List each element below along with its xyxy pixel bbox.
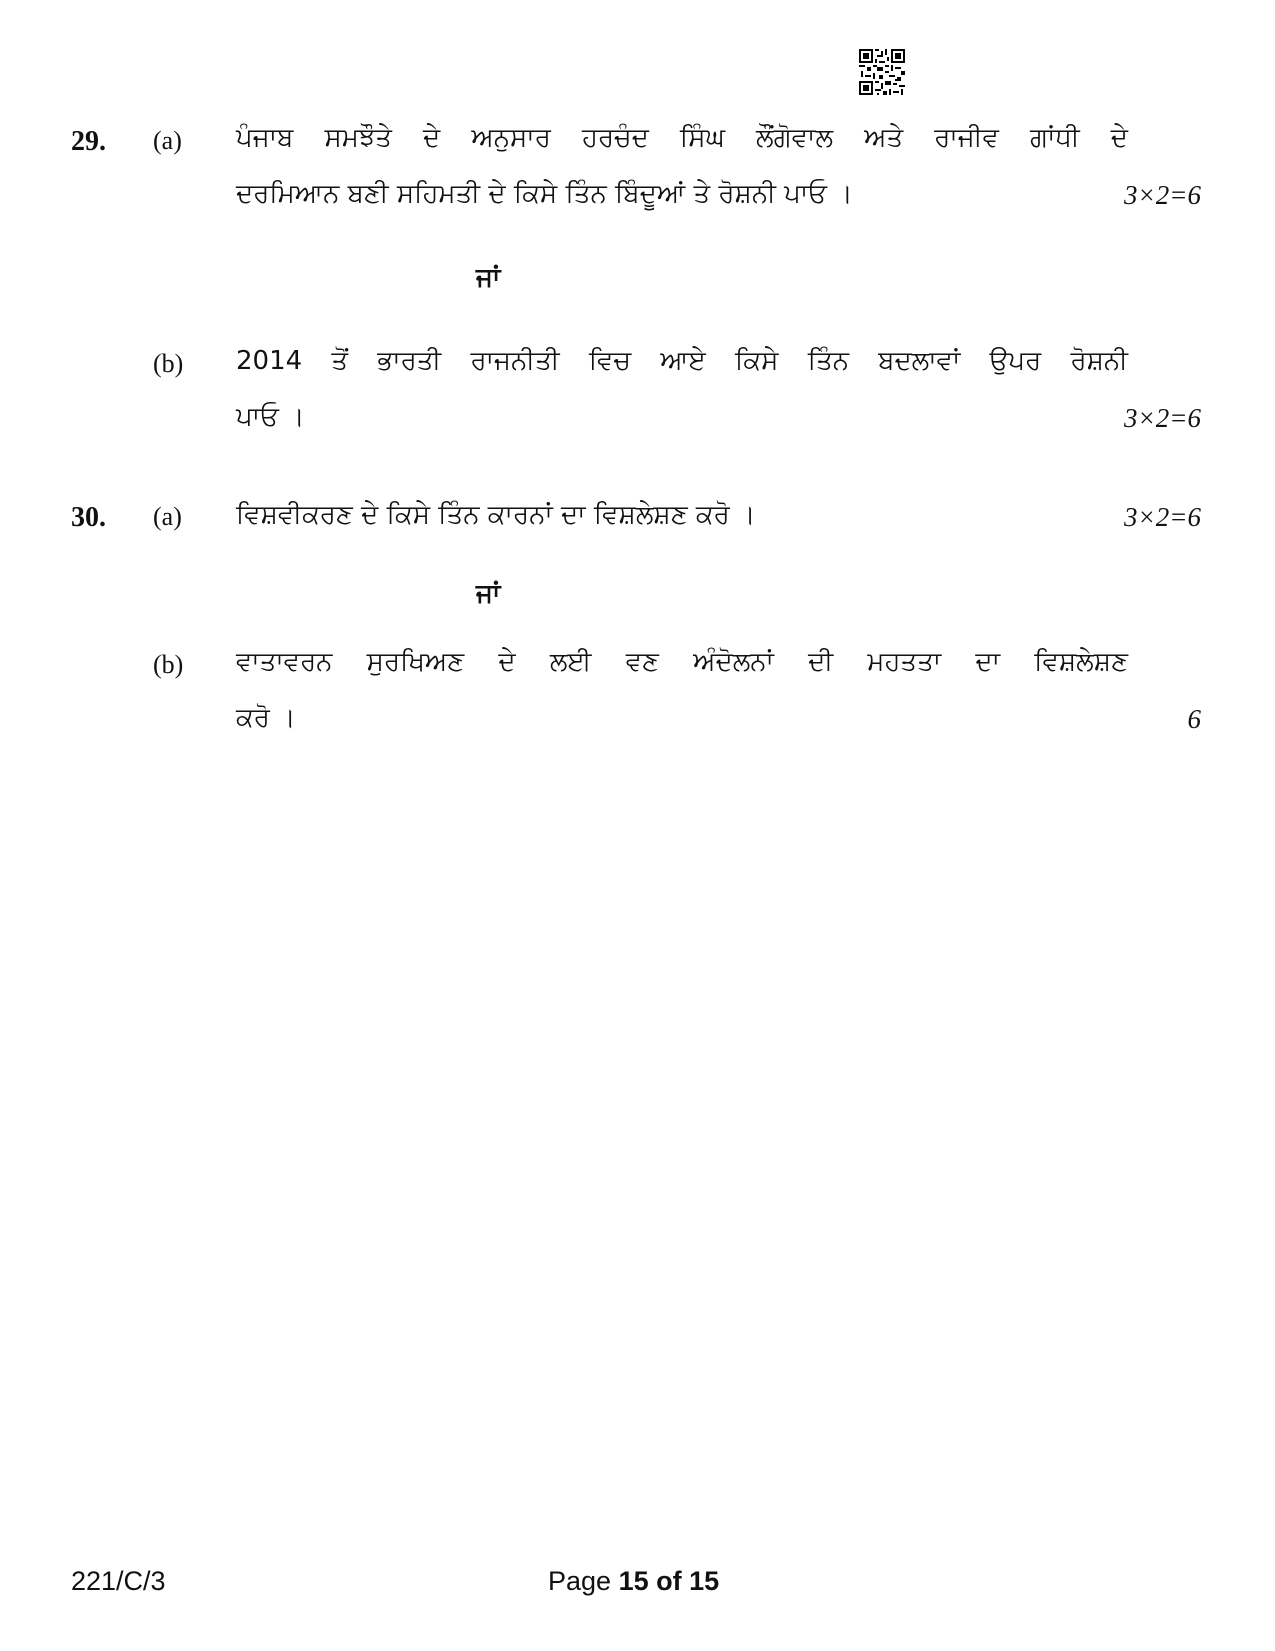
question-text-line: ਕਰੋ । (236, 703, 296, 733)
marks-allocation: 6 (1187, 704, 1201, 734)
page-indicator (548, 1568, 719, 1595)
page-of: of (648, 1566, 690, 1596)
part-label: (b) (153, 650, 184, 679)
part-label: (a) (153, 502, 182, 531)
page-prefix: Page (548, 1566, 619, 1596)
question-text-line: ਵਾਤਾਵਰਨ ਸੁਰਖਿਅਣ ਦੇ ਲਈ ਵਣ ਅੰਦੋਲਨਾਂ ਦੀ ਮਹਤਤਾ ਦਾ ਵਿਸ਼ਲੇਸ਼ਣ (236, 647, 1128, 677)
question-number: 30. (71, 502, 106, 533)
qr-code-icon (859, 49, 905, 95)
question-text-line: 2014 ਤੋਂ ਭਾਰਤੀ ਰਾਜਨੀਤੀ ਵਿਚ ਆਏ ਕਿਸੇ ਤਿੰਨ ਬਦਲਾਵਾਂ ਉਪਰ ਰੋਸ਼ਨੀ (236, 346, 1128, 376)
question-number: 29. (71, 126, 106, 157)
page-current: 15 (618, 1566, 649, 1596)
page-total: 15 (689, 1566, 720, 1596)
question-text-line: ਵਿਸ਼ਵੀਕਰਣ ਦੇ ਕਿਸੇ ਤਿੰਨ ਕਾਰਨਾਂ ਦਾ ਵਿਸ਼ਲੇਸ਼ਣ ਕਰੋ । (236, 500, 756, 530)
part-label: (a) (153, 126, 182, 155)
marks-allocation: 3×2=6 (1124, 502, 1201, 532)
marks-allocation: 3×2=6 (1124, 180, 1201, 210)
paper-code: 221/C/3 (71, 1566, 166, 1596)
or-separator: ਜਾਂ (476, 579, 501, 609)
or-separator: ਜਾਂ (476, 263, 501, 293)
question-text-line: ਪੰਜਾਬ ਸਮਝੌਤੇ ਦੇ ਅਨੁਸਾਰ ਹਰਚੰਦ ਸਿੰਘ ਲੌਂਗੋਵਾਲ ਅਤੇ ਰਾਜੀਵ ਗਾਂਧੀ ਦੇ (236, 123, 1128, 153)
marks-allocation: 3×2=6 (1124, 403, 1201, 433)
question-text-line: ਪਾਓ । (236, 402, 305, 432)
question-text-line: ਦਰਮਿਆਨ ਬਣੀ ਸਹਿਮਤੀ ਦੇ ਕਿਸੇ ਤਿੰਨ ਬਿੰਦੂਆਂ ਤੇ ਰੋਸ਼ਨੀ ਪਾਓ । (236, 179, 853, 209)
part-label: (b) (153, 349, 184, 378)
